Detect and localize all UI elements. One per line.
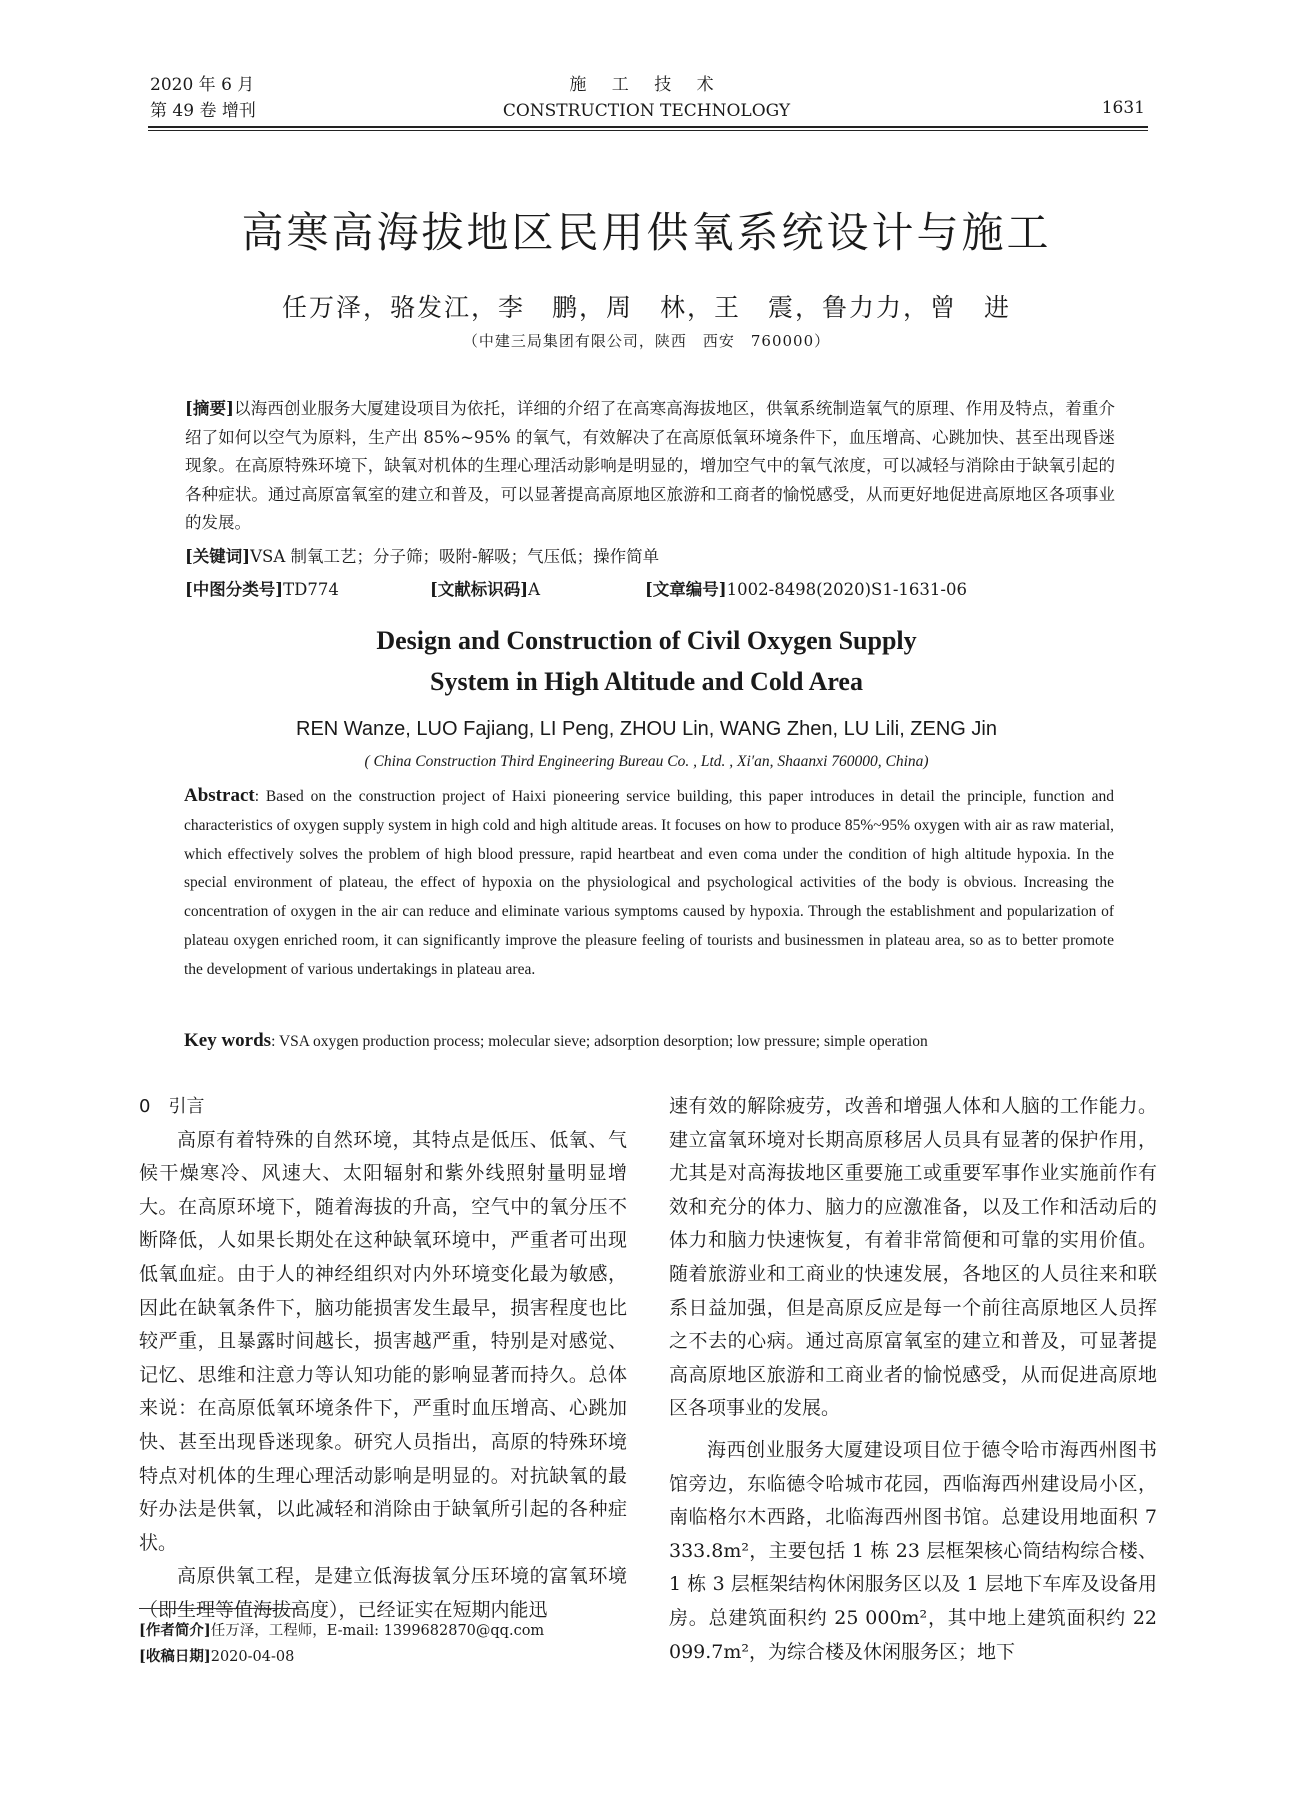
abstract-en (184, 782, 1114, 985)
received-label: [收稿日期] (139, 1648, 211, 1665)
header-journal (0, 72, 1293, 124)
section-heading: 0 引言 (139, 1096, 205, 1117)
paper-title-en (0, 620, 1293, 702)
received-text: 2020-04-08 (210, 1649, 295, 1665)
footnote-rule (139, 1608, 299, 1609)
clc-value: TD774 (283, 580, 339, 599)
title-en-line2: System in High Altitude and Cold Area (430, 667, 863, 696)
abstract-cn (185, 395, 1115, 538)
affiliation-cn: （中建三局集团有限公司，陕西 西安 760000） (462, 332, 831, 350)
abstract-en-text: : Based on the construction project of Haixi pioneering service building, this paper introduces in detail the principle, function and characteristics of oxygen supply system in high cold and high altitude areas. It focuses on how to produce 85%~95% oxygen with air as raw material, which effectively solves the problem of high blood pressure, rapid heartbeat and even coma under the condition of high altitude hypoxia. In the special environment of plateau, the effect of hypoxia on the physiological and psychological activities of the body is obvious. Increasing the concentration of oxygen in the air can reduce and eliminate various symptoms caused by hypoxia. Through the establishment and popularization of plateau oxygen enriched room, it can significantly improve the pleasure feeling of tourists and businessmen in plateau area, so as to better promote the development of various undertakings in plateau area. (184, 788, 1114, 978)
footnotes (139, 1618, 544, 1670)
journal-name-cn: 施 工 技 术 (569, 75, 724, 95)
abstract-en-label: Abstract (184, 785, 255, 806)
journal-name-en: CONSTRUCTION TECHNOLOGY (502, 101, 791, 121)
header-rule (148, 126, 1148, 128)
keywords-cn-text: VSA 制氧工艺；分子筛；吸附-解吸；气压低；操作简单 (250, 547, 660, 566)
author-bio (139, 1618, 544, 1644)
body-paragraph: 高原供氧工程，是建立低海拔氧分压环境的富氧环境（即生理等值海拔高度），已经证实在短期内能迅 (139, 1565, 627, 1621)
doc-code (430, 576, 540, 604)
body-paragraph: 速有效的解除疲劳，改善和增强人体和人脑的工作能力。建立富氧环境对长期高原移居人员具有显著的保护作用，尤其是对高海拔地区重要施工或重要军事作业实施前作有效和充分的体力、脑力的应激准备，以及工作和活动后的体力和脑力快速恢复，有着非常简便和可靠的实用价值。随着旅游业和工商业的快速发展，各地区的人员往来和联系日益加强，但是高原反应是每一个前往高原地区人员挥之不去的心病。通过高原富氧室的建立和普及，可显著提高高原地区旅游和工商业者的愉悦感受，从而促进高原地区各项事业的发展。 (669, 1095, 1157, 1420)
keywords-en-text: : VSA oxygen production process; molecular sieve; adsorption desorption; low pressure; simple operation (271, 1033, 928, 1050)
keywords-en-label: Key words (184, 1030, 272, 1051)
title-en-line1: Design and Construction of Civil Oxygen Supply (376, 626, 917, 655)
article-label: [文章编号] (645, 580, 727, 599)
doc-label: [文献标识码] (430, 580, 529, 599)
doc-value: A (528, 580, 541, 599)
author-bio-label: [作者简介] (139, 1622, 211, 1639)
header-rule-thin (148, 130, 1148, 131)
body-paragraph: 高原有着特殊的自然环境，其特点是低压、低氧、气候干燥寒冷、风速大、太阳辐射和紫外线照射量明显增大。在高原环境下，随着海拔的升高，空气中的氧分压不断降低，人如果长期处在这种缺氧环境中，严重者可出现低氧血症。由于人的神经组织对内外环境变化最为敏感，因此在缺氧条件下，脑功能损害发生最早，损害程度也比较严重，且暴露时间越长，损害越严重，特别是对感觉、记忆、思维和注意力等认知功能的影响显著而持久。总体来说：在高原低氧环境条件下，严重时血压增高、心跳加快、甚至出现昏迷现象。研究人员指出，高原的特殊环境特点对机体的生理心理活动影响是明显的。对抗缺氧的最好办法是供氧，以此减轻和消除由于缺氧所引起的各种症状。 (139, 1128, 627, 1554)
article-value: 1002-8498(2020)S1-1631-06 (726, 580, 967, 599)
page-number: 1631 (1101, 98, 1145, 118)
paper-title-cn: 高寒高海拔地区民用供氧系统设计与施工 (241, 208, 1052, 257)
keywords-cn-label: [关键词] (185, 547, 251, 566)
authors-en: REN Wanze, LUO Fajiang, LI Peng, ZHOU Lin, WANG Zhen, LU Lili, ZENG Jin (296, 718, 997, 740)
body-column-left (139, 1090, 627, 1628)
author-bio-text: 任万泽，工程师，E-mail: 1399682870@qq.com (210, 1623, 545, 1639)
received-date (139, 1644, 544, 1670)
body-column-right (669, 1090, 1157, 1669)
header-date: 2020 年 6 月 (150, 75, 255, 95)
body-paragraph: 海西创业服务大厦建设项目位于德令哈市海西州图书馆旁边，东临德令哈城市花园，西临海西州建设局小区，南临格尔木西路，北临海西州图书馆。总建设用地面积 7 333.8m²，主要包括 1 栋 23 层框架核心筒结构综合楼、1 栋 3 层框架结构休闲服务区以及 1 层地下车库及设备用房。总建筑面积约 25 000m²，其中地上建筑面积约 22 099.7m²，为综合楼及休闲服务区；地下 (669, 1438, 1157, 1663)
abstract-cn-text: 以海西创业服务大厦建设项目为依托，详细的介绍了在高寒高海拔地区，供氧系统制造氧气的原理、作用及特点，着重介绍了如何以空气为原料，生产出 85%~95% 的氧气，有效解决了在高原低氧环境条件下，血压增高、心跳加快、甚至出现昏迷现象。在高原特殊环境下，缺氧对机体的生理心理活动影响是明显的，增加空气中的氧气浓度，可以减轻与消除由于缺氧引起的各种症状。通过高原富氧室的建立和普及，可以显著提高高原地区旅游和工商者的愉悦感受，从而更好地促进高原地区各项事业的发展。 (185, 399, 1115, 532)
affiliation-en: ( China Construction Third Engineering Bureau Co. , Ltd. , Xi′an, Shaanxi 760000, China) (364, 753, 929, 770)
article-number (645, 576, 967, 604)
clc-label: [中图分类号] (185, 580, 284, 599)
keywords-cn (185, 543, 1115, 571)
abstract-cn-label: [摘要] (185, 399, 234, 418)
clc-number (185, 576, 339, 604)
authors-cn: 任万泽，骆发江，李 鹏，周 林，王 震，鲁力力，曾 进 (281, 293, 1011, 322)
header-volume: 第 49 卷 增刊 (150, 101, 256, 121)
keywords-en (184, 1027, 1114, 1056)
